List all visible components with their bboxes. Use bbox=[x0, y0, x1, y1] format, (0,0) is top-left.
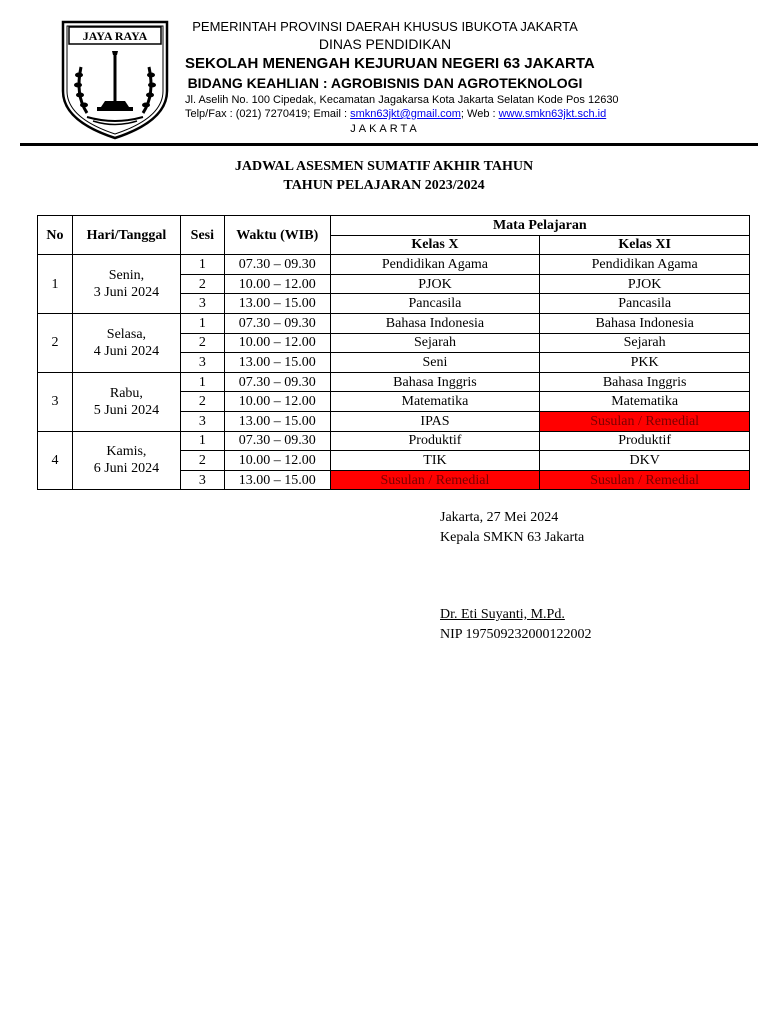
session-number: 1 bbox=[180, 255, 224, 275]
session-number: 3 bbox=[180, 411, 224, 431]
header-class-xi: Kelas XI bbox=[540, 235, 750, 255]
subject-class-x-remedial: Susulan / Remedial bbox=[330, 470, 540, 490]
header-class-x: Kelas X bbox=[330, 235, 540, 255]
signer-position: Kepala SMKN 63 Jakarta bbox=[440, 530, 585, 545]
day-number: 1 bbox=[38, 255, 73, 314]
subject-class-x: Matematika bbox=[330, 392, 540, 412]
session-number: 2 bbox=[180, 274, 224, 294]
subject-class-xi: Matematika bbox=[540, 392, 750, 412]
document-title bbox=[150, 157, 618, 195]
logo-text: JAYA RAYA bbox=[82, 29, 148, 43]
day-date-cell bbox=[72, 313, 180, 372]
subject-class-x: PJOK bbox=[330, 274, 540, 294]
subject-class-x: Pendidikan Agama bbox=[330, 255, 540, 275]
table-row bbox=[38, 372, 750, 392]
session-time: 10.00 – 12.00 bbox=[224, 274, 330, 294]
header-time: Waktu (WIB) bbox=[224, 216, 330, 255]
subject-class-xi-remedial: Susulan / Remedial bbox=[540, 470, 750, 490]
contact-prefix: Telp/Fax : (021) 7270419; Email : bbox=[185, 108, 351, 120]
title-line-1: JADWAL ASESMEN SUMATIF AKHIR TAHUN bbox=[234, 159, 534, 174]
subject-class-x: TIK bbox=[330, 451, 540, 471]
session-time: 07.30 – 09.30 bbox=[224, 255, 330, 275]
session-time: 10.00 – 12.00 bbox=[224, 451, 330, 471]
field-of-expertise: BIDANG KEAHLIAN : AGROBISNIS DAN AGROTEKNOLOGI bbox=[187, 75, 583, 91]
subject-class-x: Seni bbox=[330, 353, 540, 373]
web-prefix: ; Web : bbox=[460, 108, 499, 120]
day-number: 2 bbox=[38, 313, 73, 372]
subject-class-x: Bahasa Inggris bbox=[330, 372, 540, 392]
session-time: 13.00 – 15.00 bbox=[224, 294, 330, 314]
session-time: 13.00 – 15.00 bbox=[224, 353, 330, 373]
subject-class-xi: Produktif bbox=[540, 431, 750, 451]
session-time: 13.00 – 15.00 bbox=[224, 470, 330, 490]
header-subjects: Mata Pelajaran bbox=[330, 216, 749, 236]
subject-class-xi: Pendidikan Agama bbox=[540, 255, 750, 275]
day-date-cell bbox=[72, 431, 180, 490]
subject-class-x: IPAS bbox=[330, 411, 540, 431]
table-row bbox=[38, 431, 750, 451]
day-name: Selasa, bbox=[106, 326, 147, 342]
table-header-row bbox=[38, 216, 750, 236]
day-date: 6 Juni 2024 bbox=[93, 461, 160, 477]
email-link[interactable]: smkn63jkt@gmail.com bbox=[350, 108, 461, 120]
day-date-cell bbox=[72, 255, 180, 314]
subject-class-xi: PKK bbox=[540, 353, 750, 373]
session-number: 2 bbox=[180, 333, 224, 353]
subject-class-x: Sejarah bbox=[330, 333, 540, 353]
subject-class-xi-remedial: Susulan / Remedial bbox=[540, 411, 750, 431]
session-number: 3 bbox=[180, 470, 224, 490]
day-name: Kamis, bbox=[106, 444, 147, 460]
day-name: Rabu, bbox=[109, 385, 143, 401]
day-date: 4 Juni 2024 bbox=[93, 343, 160, 359]
department-line: DINAS PENDIDIKAN bbox=[318, 36, 452, 52]
signer-name: Dr. Eti Suyanti, M.Pd. bbox=[440, 607, 565, 622]
session-number: 2 bbox=[180, 392, 224, 412]
contact-line bbox=[185, 107, 607, 121]
city-line: JAKARTA bbox=[350, 123, 420, 135]
signature-block bbox=[440, 508, 592, 645]
session-time: 13.00 – 15.00 bbox=[224, 411, 330, 431]
day-number: 3 bbox=[38, 372, 73, 431]
day-date: 5 Juni 2024 bbox=[93, 402, 160, 418]
session-number: 1 bbox=[180, 372, 224, 392]
session-number: 3 bbox=[180, 294, 224, 314]
day-number: 4 bbox=[38, 431, 73, 490]
session-time: 10.00 – 12.00 bbox=[224, 333, 330, 353]
schedule-table bbox=[37, 215, 750, 490]
website-link[interactable]: www.smkn63jkt.sch.id bbox=[498, 108, 607, 120]
subject-class-x: Produktif bbox=[330, 431, 540, 451]
government-line: PEMERINTAH PROVINSI DAERAH KHUSUS IBUKOTA JAKARTA bbox=[192, 19, 578, 34]
session-number: 3 bbox=[180, 353, 224, 373]
letterhead-divider bbox=[20, 143, 758, 146]
subject-class-xi: PJOK bbox=[540, 274, 750, 294]
session-time: 10.00 – 12.00 bbox=[224, 392, 330, 412]
table-row bbox=[38, 313, 750, 333]
title-line-2: TAHUN PELAJARAN 2023/2024 bbox=[283, 178, 485, 193]
table-row bbox=[38, 255, 750, 275]
header-day: Hari/Tanggal bbox=[72, 216, 180, 255]
subject-class-xi: Bahasa Inggris bbox=[540, 372, 750, 392]
jaya-raya-emblem bbox=[57, 17, 173, 141]
session-number: 1 bbox=[180, 313, 224, 333]
address-line: Jl. Aselih No. 100 Cipedak, Kecamatan Jagakarsa Kota Jakarta Selatan Kode Pos 12630 bbox=[185, 94, 619, 106]
subject-class-xi: Sejarah bbox=[540, 333, 750, 353]
day-date: 3 Juni 2024 bbox=[93, 285, 160, 301]
session-number: 1 bbox=[180, 431, 224, 451]
session-number: 2 bbox=[180, 451, 224, 471]
session-time: 07.30 – 09.30 bbox=[224, 431, 330, 451]
session-time: 07.30 – 09.30 bbox=[224, 372, 330, 392]
school-name: SEKOLAH MENENGAH KEJURUAN NEGERI 63 JAKARTA bbox=[185, 55, 595, 72]
subject-class-x: Pancasila bbox=[330, 294, 540, 314]
subject-class-x: Bahasa Indonesia bbox=[330, 313, 540, 333]
subject-class-xi: Pancasila bbox=[540, 294, 750, 314]
subject-class-xi: Bahasa Indonesia bbox=[540, 313, 750, 333]
session-time: 07.30 – 09.30 bbox=[224, 313, 330, 333]
subject-class-xi: DKV bbox=[540, 451, 750, 471]
letterhead bbox=[185, 18, 619, 137]
header-no: No bbox=[38, 216, 73, 255]
place-date: Jakarta, 27 Mei 2024 bbox=[440, 510, 559, 525]
signer-nip: NIP 197509232000122002 bbox=[440, 627, 592, 642]
day-name: Senin, bbox=[108, 268, 145, 284]
day-date-cell bbox=[72, 372, 180, 431]
header-session: Sesi bbox=[180, 216, 224, 255]
